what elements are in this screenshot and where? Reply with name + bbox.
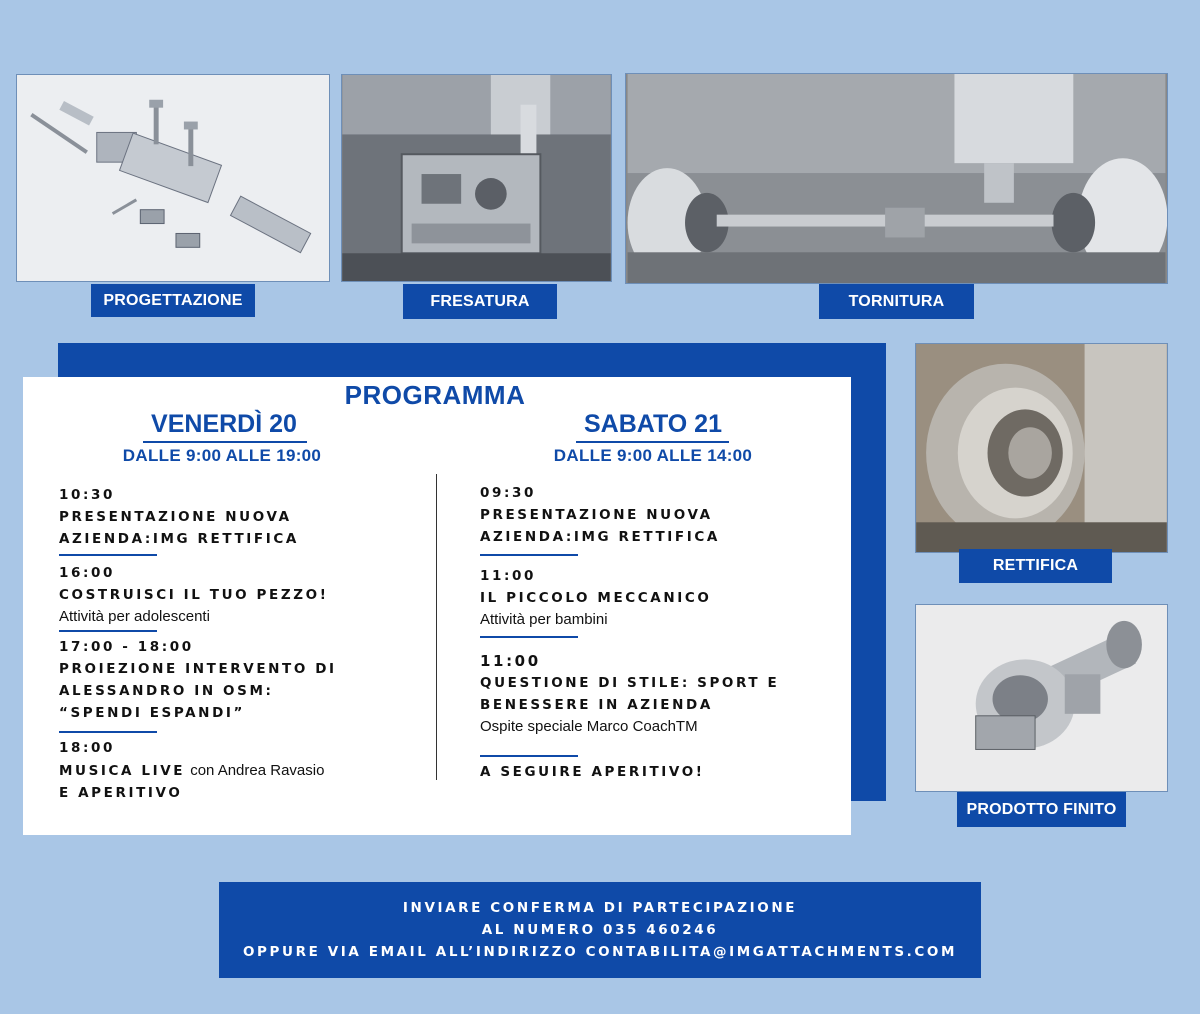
event-time: 11:00 [480,568,536,584]
event-time: 11:00 [480,652,541,670]
program-title: PROGRAMMA [344,380,526,410]
friday-event-3 [59,636,337,724]
friday-hours: DALLE 9:00 ALLE 19:00 [122,446,322,465]
event-subtitle: Ospite speciale Marco CoachTM [480,718,698,735]
event-separator [480,636,578,638]
friday-event-2 [59,562,328,627]
saturday-underline [576,441,729,443]
event-subtitle: Attività per adolescenti [59,608,210,625]
footer-line: INVIARE CONFERMA DI PARTECIPAZIONE [402,900,798,916]
event-time: 16:00 [59,565,115,581]
event-separator [59,731,157,733]
event-title-line: PRESENTAZIONE NUOVA [480,507,713,523]
prodotto-finito-label: PRODOTTO FINITO [957,792,1126,827]
saturday-event-4 [480,761,705,783]
friday-title: VENERDÌ 20 [151,410,297,438]
event-separator [480,554,578,556]
saturday-title: SABATO 21 [583,410,722,438]
footer-email-line: OPPURE VIA EMAIL ALL’INDIRIZZO CONTABILITA@IMGATTACHMENTS.COM [242,944,958,960]
event-title-line: COSTRUISCI IL TUO PEZZO! [59,587,329,603]
prodotto-finito-photo [915,604,1168,792]
event-title-line: AZIENDA:IMG RETTIFICA [480,529,720,545]
saturday-event-2 [480,565,711,630]
tornitura-label: TORNITURA [819,284,974,319]
fresatura-photo [341,74,612,282]
event-time: 18:00 [59,740,115,756]
event-time: 10:30 [59,487,115,503]
event-title-line: QUESTIONE DI STILE: SPORT E [480,675,780,691]
friday-event-4 [59,737,324,804]
saturday-hours: DALLE 9:00 ALLE 14:00 [553,446,753,465]
event-subtitle: Attività per bambini [480,611,608,628]
progettazione-label: PROGETTAZIONE [91,284,255,317]
event-title-line: A SEGUIRE APERITIVO! [480,764,705,780]
column-divider [436,474,437,780]
event-separator [59,554,157,556]
event-title-line: PROIEZIONE INTERVENTO DI [59,661,337,677]
event-title-line: IL PICCOLO MECCANICO [480,590,712,606]
friday-event-1 [59,484,299,550]
event-subtitle: con Andrea Ravasio [190,762,325,779]
event-separator [59,630,157,632]
event-title-line: ALESSANDRO IN OSM: [59,683,274,699]
saturday-event-1 [480,482,720,548]
event-title-line: E APERITIVO [59,785,183,801]
footer-contact-box [219,882,981,978]
rettifica-label: RETTIFICA [959,549,1112,583]
tornitura-photo [625,73,1168,284]
event-separator [480,755,578,757]
rettifica-photo [915,343,1168,553]
event-title-line: “SPENDI ESPANDI” [59,705,245,721]
event-title-line: MUSICA LIVE [59,763,186,779]
event-title-line: BENESSERE IN AZIENDA [480,697,713,713]
event-time: 09:30 [480,485,536,501]
event-title-line: AZIENDA:IMG RETTIFICA [59,531,299,547]
event-title-line: PRESENTAZIONE NUOVA [59,509,292,525]
fresatura-label: FRESATURA [403,284,557,319]
event-time: 17:00 - 18:00 [59,639,194,655]
friday-underline [143,441,307,443]
progettazione-photo [16,74,330,282]
saturday-event-3 [480,650,779,737]
footer-line: AL NUMERO 035 460246 [481,922,719,938]
